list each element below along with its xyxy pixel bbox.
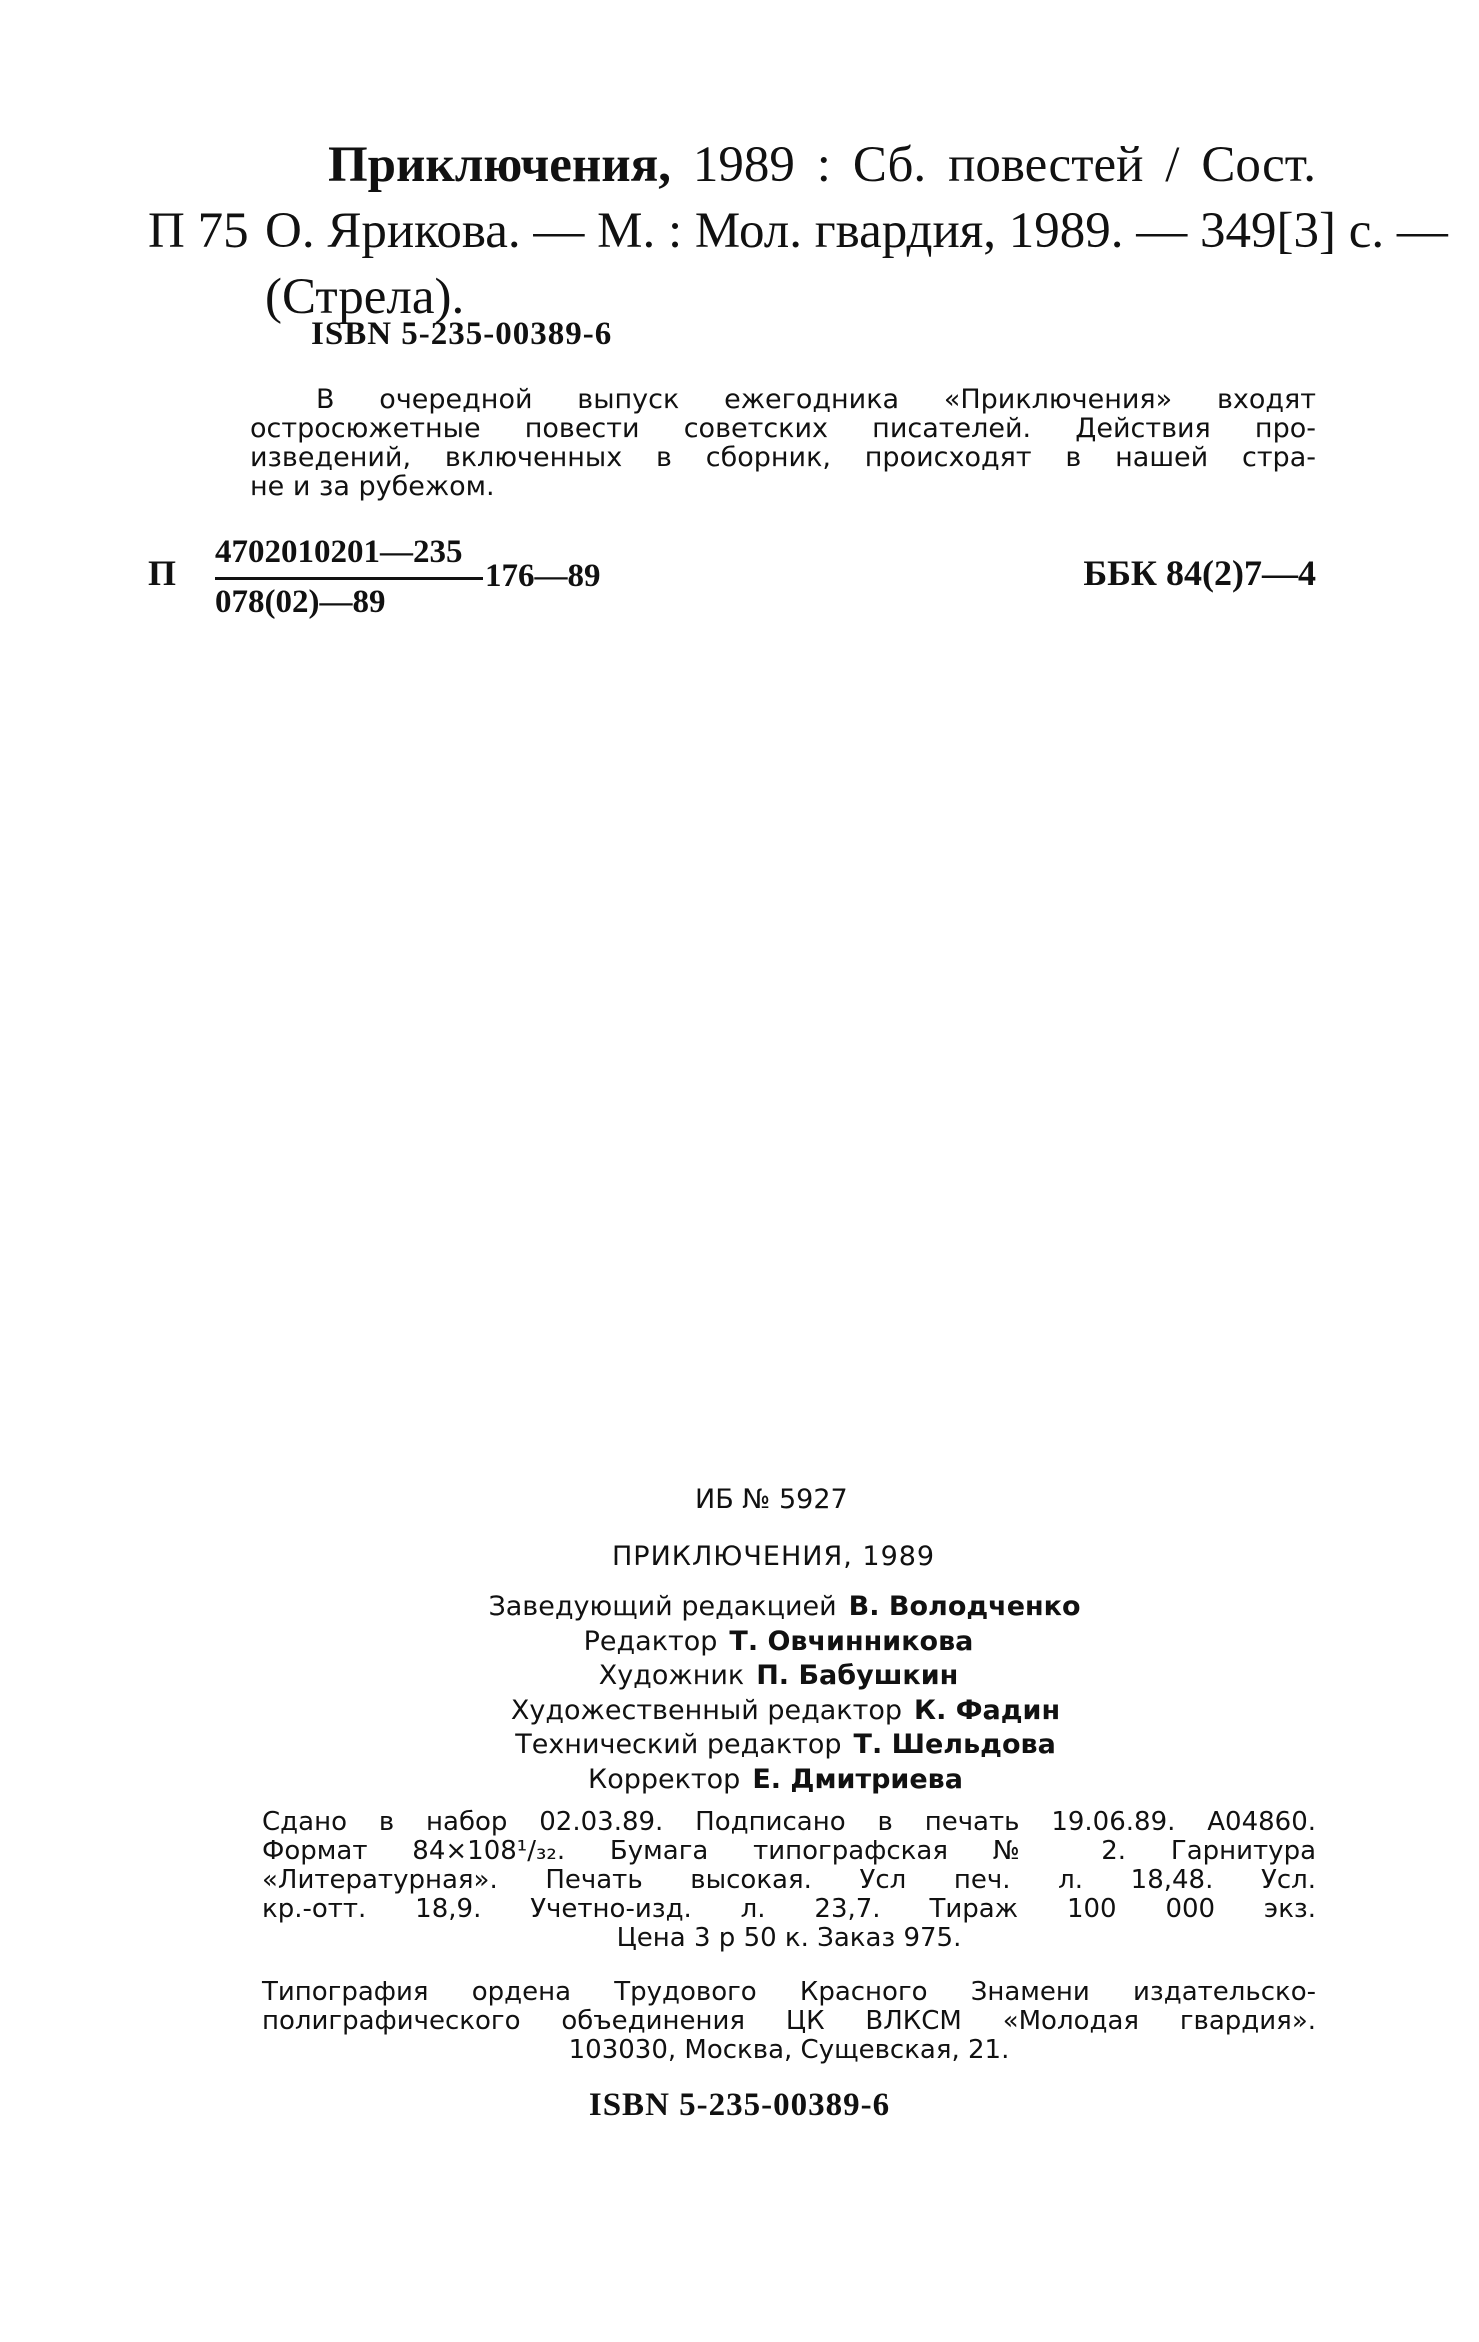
annotation-line: не и за рубежом. bbox=[250, 471, 495, 502]
classification-letter: П bbox=[148, 553, 177, 593]
staff-role: Технический редактор bbox=[515, 1729, 842, 1760]
bib-line-2 bbox=[148, 198, 1448, 264]
staff-row bbox=[0, 1728, 1479, 1763]
bibliographic-record bbox=[148, 132, 1448, 330]
bib-line-2-text: О. Ярикова. — М. : Мол. гвардия, 1989. — 349[3] с. — bbox=[265, 203, 1448, 259]
staff-row bbox=[0, 1659, 1479, 1694]
classification-numerator: 4702010201—235 bbox=[215, 534, 463, 570]
author-sign-code: П 75 bbox=[148, 203, 249, 259]
book-title: Приключения, bbox=[328, 137, 671, 193]
staff-role: Художественный редактор bbox=[510, 1694, 902, 1726]
printer-line: полиграфического объединения ЦК ВЛКСМ «Молодая гвардия». bbox=[262, 2006, 1316, 2036]
staff-name: Е. Дмитриева bbox=[752, 1763, 963, 1795]
staff-name: В. Володченко bbox=[848, 1591, 1081, 1622]
classification-suffix: 176—89 bbox=[485, 558, 601, 594]
isbn-bottom: ISBN 5-235-00389-6 bbox=[588, 2087, 891, 2123]
staff-role: Корректор bbox=[588, 1763, 741, 1795]
printer-line: Типография ордена Трудового Красного Знамени издательско- bbox=[262, 1977, 1316, 2007]
printer-block bbox=[262, 1978, 1316, 2065]
classification-denominator: 078(02)—89 bbox=[215, 584, 386, 620]
bbk-code: ББК 84(2)7—4 bbox=[1083, 553, 1316, 593]
imprint-line: Сдано в набор 02.03.89. Подписано в печать 19.06.89. А04860. bbox=[262, 1807, 1316, 1837]
ib-number: ИБ № 5927 bbox=[695, 1484, 848, 1515]
imprint-line: «Литературная». Печать высокая. Усл печ. л. 18,48. Усл. bbox=[262, 1865, 1316, 1895]
isbn-top: ISBN 5-235-00389-6 bbox=[311, 316, 613, 352]
annotation-line: В очередной выпуск ежегодника «Приключения» входят bbox=[316, 384, 1316, 415]
staff-row bbox=[0, 1763, 1479, 1798]
colophon-title: ПРИКЛЮЧЕНИЯ, 1989 bbox=[612, 1541, 936, 1572]
staff-name: Т. Шельдова bbox=[853, 1729, 1056, 1760]
printer-line: 103030, Москва, Сущевская, 21. bbox=[568, 2035, 1010, 2065]
bib-line-1 bbox=[148, 132, 1316, 198]
staff-name: Т. Овчинникова bbox=[729, 1625, 974, 1657]
imprint-line: Цена 3 р 50 к. Заказ 975. bbox=[616, 1923, 962, 1953]
imprint-line: Формат 84×108¹/₃₂. Бумага типографская № 2. Гарнитура bbox=[262, 1836, 1316, 1866]
staff-list bbox=[0, 1590, 1479, 1797]
staff-row bbox=[0, 1625, 1479, 1660]
staff-role: Заведующий редакцией bbox=[488, 1591, 837, 1622]
staff-name: П. Бабушкин bbox=[756, 1660, 959, 1691]
staff-row bbox=[0, 1694, 1479, 1729]
staff-role: Редактор bbox=[583, 1625, 718, 1657]
annotation-line: остросюжетные повести советских писателей. Действия про- bbox=[250, 413, 1316, 444]
staff-row bbox=[0, 1590, 1479, 1625]
imprint-block bbox=[262, 1808, 1316, 1953]
fraction-bar bbox=[215, 577, 483, 580]
annotation bbox=[250, 384, 1316, 502]
staff-name: К. Фадин bbox=[914, 1694, 1061, 1726]
imprint-line: кр.-отт. 18,9. Учетно-изд. л. 23,7. Тираж 100 000 экз. bbox=[262, 1894, 1316, 1924]
staff-role: Художник bbox=[598, 1660, 745, 1691]
bib-line-1-rest: 1989 : Сб. повестей / Сост. bbox=[692, 137, 1317, 193]
series-name: (Стрела). bbox=[265, 269, 465, 325]
annotation-line: изведений, включенных в сборник, происходят в нашей стра- bbox=[250, 442, 1316, 473]
